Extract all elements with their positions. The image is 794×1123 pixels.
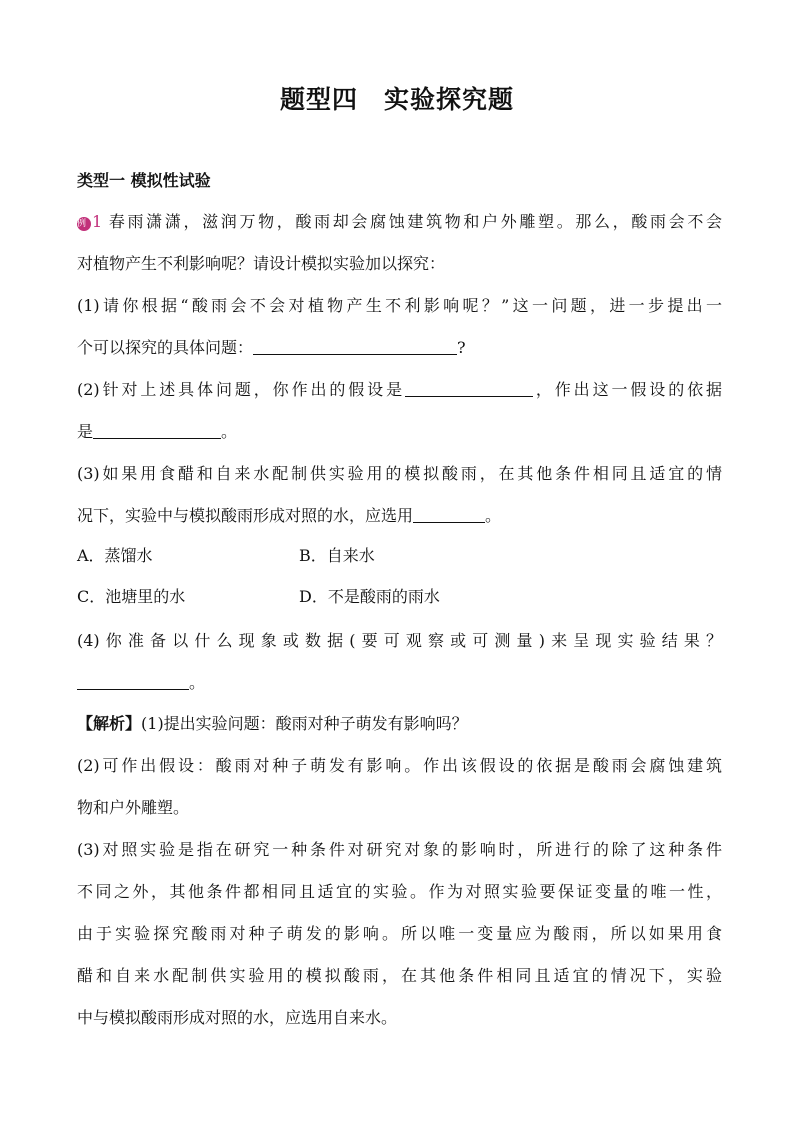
q2-prefix: (2)针对上述具体问题，你作出的假设是	[77, 380, 405, 399]
q2-line-1	[77, 379, 722, 401]
q1-line-1: (1)请你根据“酸雨会不会对植物产生不利影响呢？”这一问题，进一步提出一	[77, 296, 722, 315]
q4-line-2	[77, 672, 722, 694]
q1-line-2	[77, 337, 722, 359]
q1-prefix: 个可以探究的具体问题：	[77, 338, 254, 357]
q2-suffix: ，作出这一假设的依据	[532, 380, 722, 399]
q3-line-1: (3)如果用食醋和自来水配制供实验用的模拟酸雨，在其他条件相同且适宜的情	[77, 464, 722, 483]
q1-suffix: ?	[457, 338, 466, 357]
analysis-p3-line-5: 中与模拟酸雨形成对照的水，应选用自来水。	[77, 1008, 398, 1027]
analysis-p2-line-2: 物和户外雕塑。	[77, 798, 190, 817]
option-b[interactable]: B．自来水	[299, 546, 375, 565]
example-number: 1	[92, 212, 103, 231]
q3-suffix: 。	[485, 506, 502, 525]
q1-answer-blank[interactable]	[253, 338, 457, 355]
option-c[interactable]: C．池塘里的水	[77, 587, 186, 606]
analysis-line-1	[77, 713, 722, 735]
q2-line2-prefix: 是	[77, 422, 94, 441]
q2-line2-suffix: 。	[221, 422, 238, 441]
option-a[interactable]: A．蒸馏水	[77, 546, 153, 565]
analysis-p3-line-3: 由于实验探究酸雨对种子萌发的影响。所以唯一变量应为酸雨，所以如果用食	[77, 924, 722, 943]
q2-basis-blank[interactable]	[93, 422, 221, 439]
analysis-p3-line-2: 不同之外，其他条件都相同且适宜的实验。作为对照实验要保证变量的唯一性，	[77, 882, 722, 901]
q3-options-row-2	[77, 586, 722, 608]
page-title: 题型四 实验探究题	[279, 85, 514, 114]
analysis-p1: (1)提出实验问题：酸雨对种子萌发有影响吗？	[141, 714, 468, 733]
q4-answer-blank[interactable]	[77, 673, 189, 690]
q3-answer-blank[interactable]	[413, 506, 485, 523]
analysis-p2-line-1: (2)可作出假设：酸雨对种子萌发有影响。作出该假设的依据是酸雨会腐蚀建筑	[77, 756, 722, 775]
example-line-2: 对植物产生不利影响呢？请设计模拟实验加以探究：	[77, 254, 446, 273]
analysis-p3-line-4: 醋和自来水配制供实验用的模拟酸雨，在其他条件相同且适宜的情况下，实验	[77, 966, 722, 985]
q3-options-row-1	[77, 545, 722, 567]
example-text-1: 春雨潇潇，滋润万物，酸雨却会腐蚀建筑物和户外雕塑。那么，酸雨会不会	[106, 212, 722, 231]
q4-line-1: (4)你准备以什么现象或数据(要可观察或可测量)来呈现实验结果？	[77, 631, 722, 650]
q2-line-2	[77, 421, 722, 443]
q3-prefix: 况下，实验中与模拟酸雨形成对照的水，应选用	[77, 506, 414, 525]
analysis-label: 【解析】	[77, 714, 142, 733]
q4-suffix: 。	[189, 673, 206, 692]
option-d[interactable]: D．不是酸雨的雨水	[299, 587, 440, 606]
example-line-1	[77, 211, 722, 233]
analysis-p3-line-1: (3)对照实验是指在研究一种条件对研究对象的影响时，所进行的除了这种条件	[77, 840, 722, 859]
q2-hypothesis-blank[interactable]	[405, 380, 533, 397]
example-badge-icon: 例	[77, 217, 91, 231]
section-heading: 类型一 模拟性试验	[77, 171, 211, 190]
q3-line-2	[77, 505, 722, 527]
